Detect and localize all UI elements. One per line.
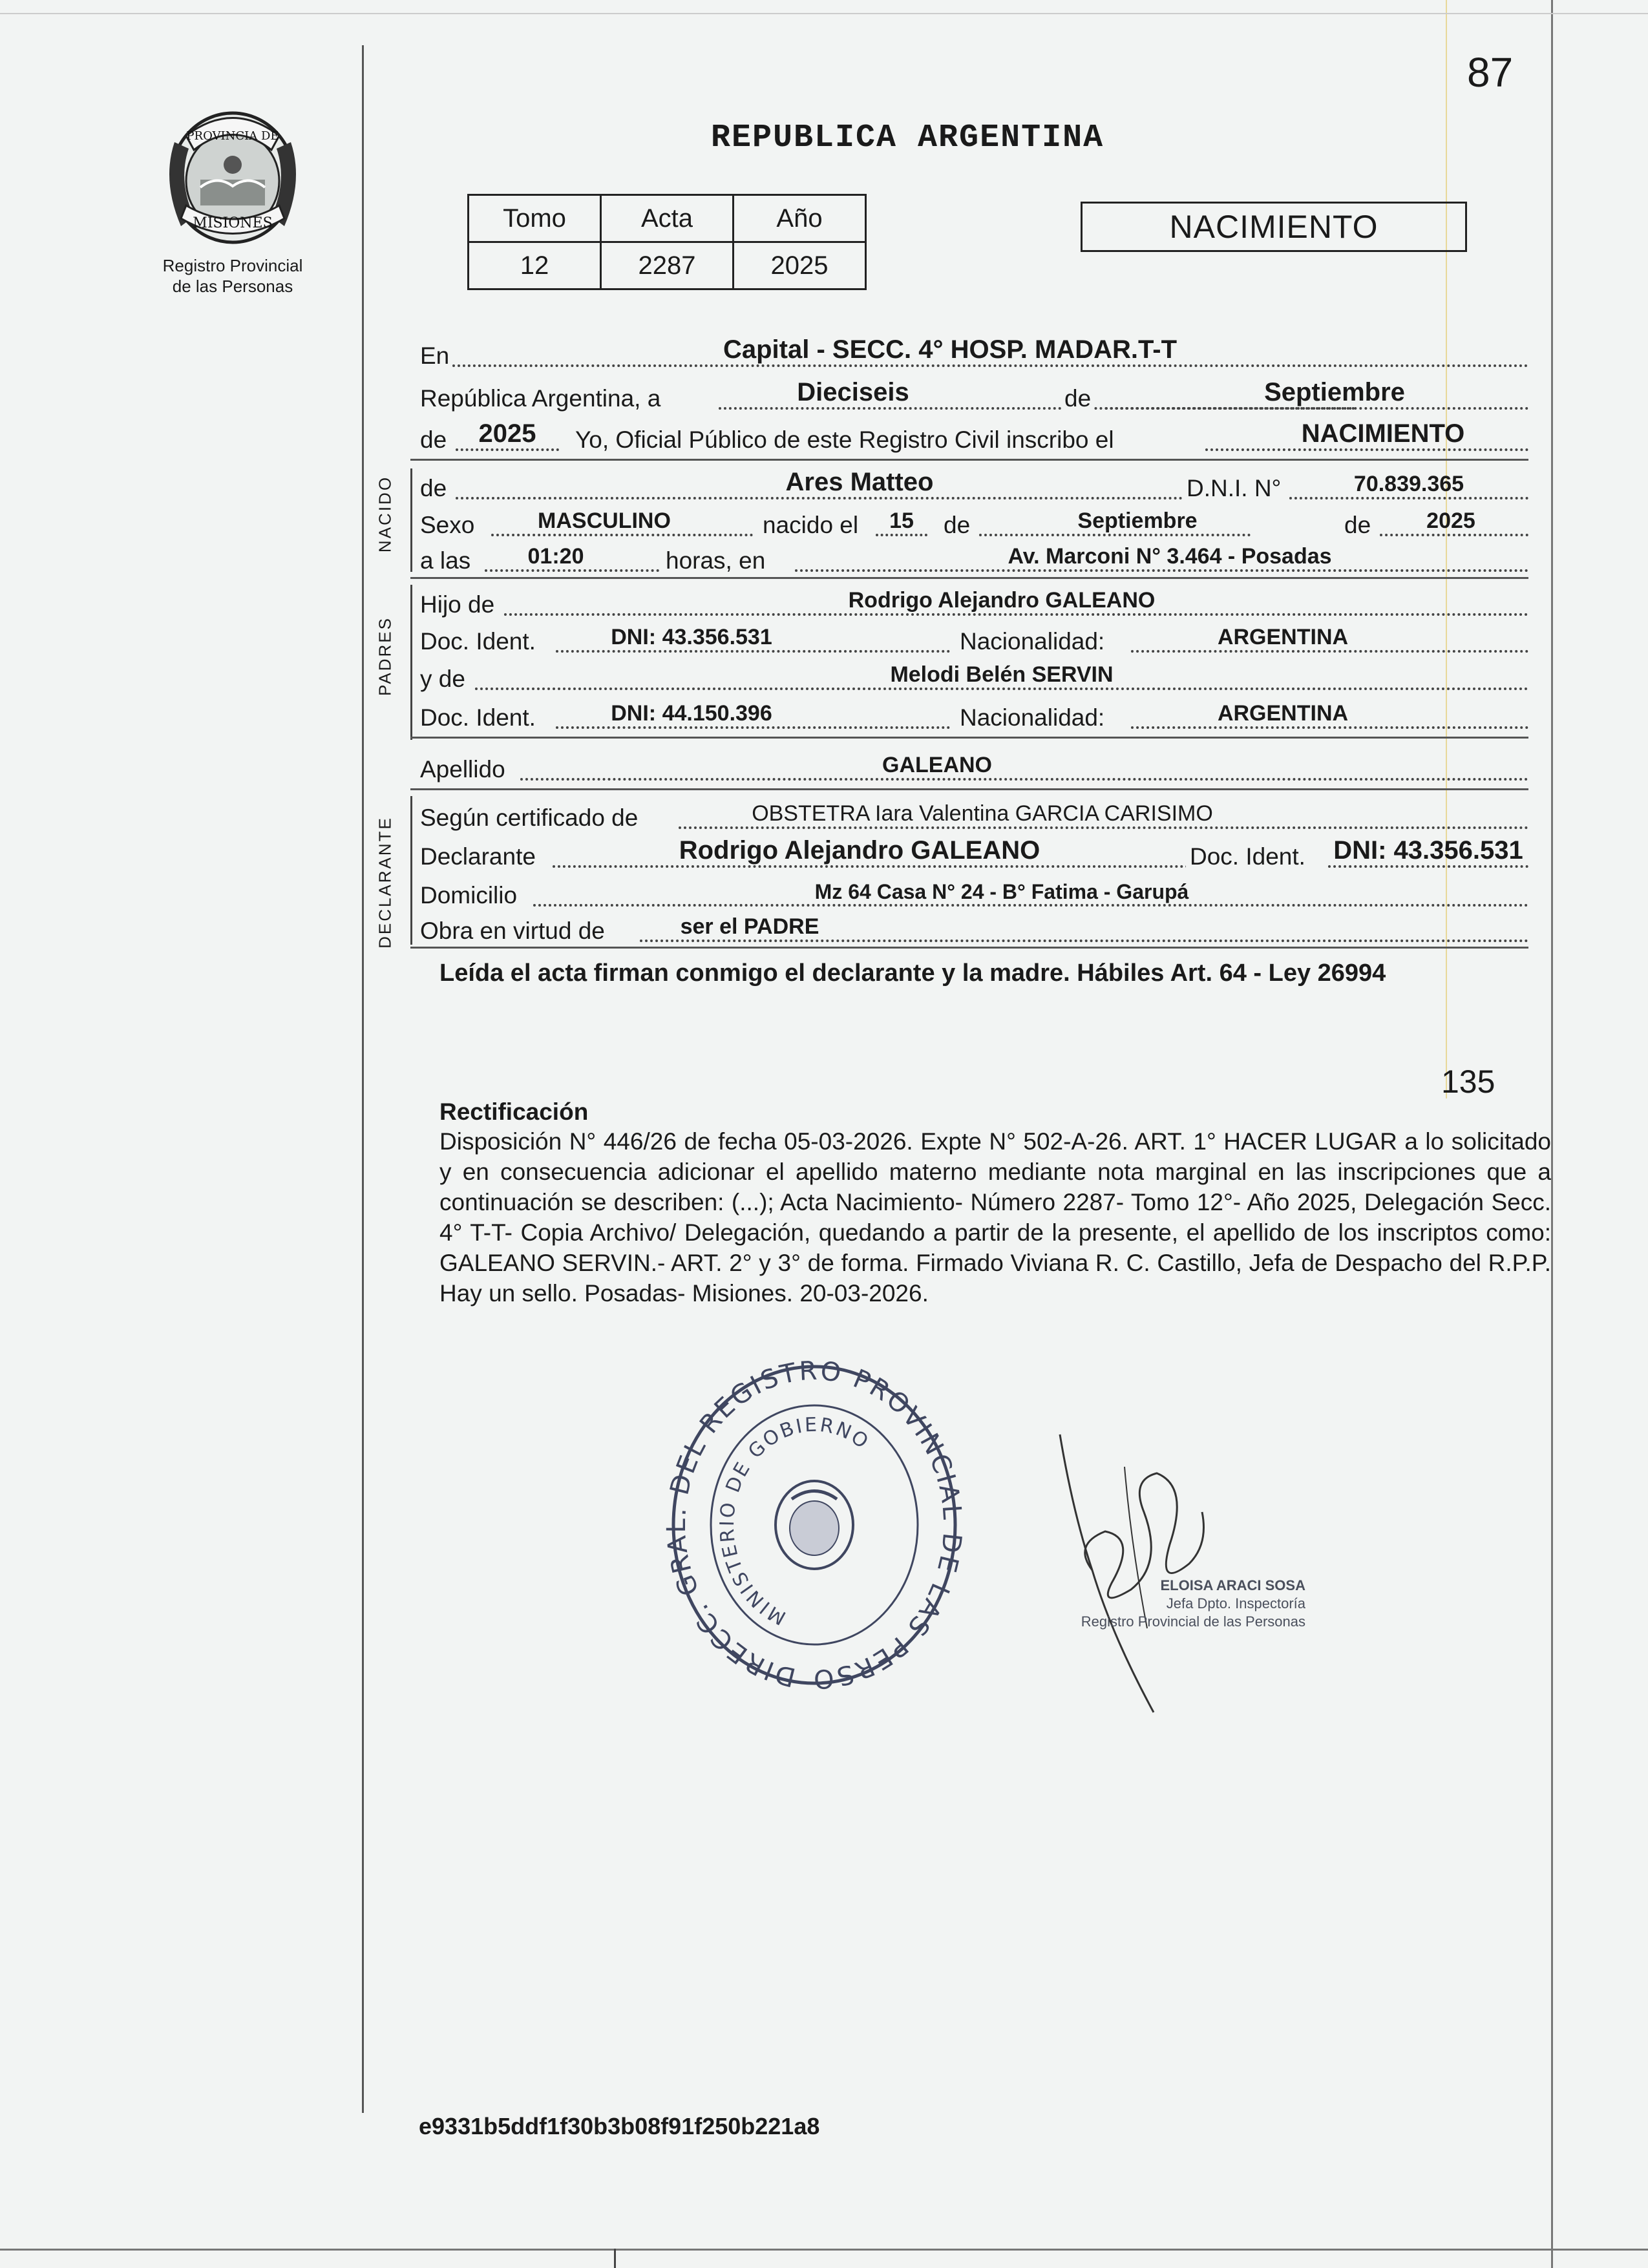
row-oficial (420, 420, 1528, 456)
horas-label: horas, en (666, 547, 766, 574)
svg-text:MISIONES: MISIONES (193, 215, 273, 231)
dots (1105, 407, 1528, 410)
padre-doc: DNI: 43.356.531 (611, 625, 772, 649)
nacido-el-label: nacido el (763, 512, 859, 538)
declarante-bar (410, 796, 412, 945)
en-label: En (420, 342, 450, 369)
row-hijo-de (420, 585, 1528, 621)
madre-nacionalidad-label: Nacionalidad: (960, 704, 1105, 731)
logo-caption-line2: de las Personas (172, 277, 293, 296)
dots (520, 778, 1528, 781)
acta-value: 2287 (601, 242, 734, 289)
a-las-label: a las (420, 547, 471, 574)
dots (876, 534, 927, 536)
handwritten-signature-icon (1034, 1415, 1241, 1719)
row-apellido (420, 750, 1528, 786)
dots (1289, 497, 1528, 499)
dots (979, 534, 1251, 536)
svg-text:MINISTERIO DE GOBIERNO: MINISTERIO DE GOBIERNO (715, 1413, 874, 1630)
nacido-dia: 15 (889, 509, 914, 533)
dots (491, 534, 753, 536)
padre-nombre: Rodrigo Alejandro GALEANO (848, 588, 1156, 613)
separator (410, 947, 1528, 949)
firma-stamp (969, 1577, 1305, 1631)
row-en (420, 336, 1528, 372)
leida-paragraph: Leída el acta firman conmigo el declarante y la madre. Hábiles Art. 64 - Ley 26994 (439, 960, 1386, 987)
top-edge-line (0, 13, 1648, 14)
dots (456, 448, 559, 451)
row-madre-doc (420, 698, 1528, 734)
row-padre-doc (420, 622, 1528, 658)
nacido-bar (410, 468, 412, 572)
tomo-value: 12 (469, 242, 601, 289)
separator (410, 737, 1528, 739)
dots (475, 688, 1528, 690)
dots (556, 726, 950, 729)
dots (1380, 534, 1528, 536)
apellido-label: Apellido (420, 756, 505, 782)
dots (556, 650, 950, 653)
dots (795, 569, 1528, 572)
y-de-label: y de (420, 666, 465, 692)
declarante-section-label: DECLARANTE (375, 816, 395, 949)
sexo-label: Sexo (420, 512, 475, 538)
misiones-coat-of-arms-icon (155, 103, 310, 252)
anio-header: Año (734, 195, 866, 242)
firma-cargo: Jefa Dpto. Inspectoría (1166, 1595, 1305, 1612)
padre-nacionalidad: ARGENTINA (1217, 625, 1349, 649)
certificado-value: OBSTETRA Iara Valentina GARCIA CARISIMO (752, 801, 1213, 826)
oficial-text: Yo, Oficial Público de este Registro Civil inscribo el (575, 426, 1114, 453)
row-nacido-nombre (420, 468, 1528, 505)
separator (410, 459, 1528, 461)
inscribo-value: NACIMIENTO (1301, 419, 1465, 448)
document-title: REPUBLICA ARGENTINA (711, 120, 1104, 156)
apellido-value: GALEANO (882, 753, 992, 777)
dia-value: Dieciseis (797, 378, 909, 406)
nota-numero: 135 (1441, 1064, 1495, 1100)
certificado-label: Según certificado de (420, 804, 639, 831)
declarante-label: Declarante (420, 843, 536, 870)
dots (1328, 865, 1528, 868)
document-hash: e9331b5ddf1f30b3b08f91f250b221a8 (419, 2113, 820, 2139)
logo-caption (136, 255, 330, 297)
nacido-mes: Septiembre (1077, 509, 1198, 533)
nacido-de-label3: de (1344, 512, 1371, 538)
firma-nombre: ELOISA ARACI SOSA (1160, 1577, 1305, 1593)
page-number: 87 (1467, 49, 1514, 96)
separator (410, 577, 1528, 579)
nacido-de-label: de (420, 475, 447, 501)
bottom-line (0, 2249, 1648, 2251)
logo-caption-line1: Registro Provincial (162, 256, 303, 275)
nacido-anio: 2025 (1426, 509, 1475, 533)
row-obra (420, 911, 1528, 947)
madre-doc-label: Doc. Ident. (420, 704, 536, 731)
dni-label: D.N.I. N° (1183, 475, 1285, 502)
acta-header: Acta (601, 195, 734, 242)
padre-doc-label: Doc. Ident. (420, 628, 536, 655)
declarante-doc-label: Doc. Ident. (1186, 843, 1309, 870)
padres-bar (410, 585, 412, 740)
svg-text:DIRECC. GRAL. DEL REGISTRO PRO: DIRECC. GRAL. DEL REGISTRO PROVINCIAL DE LAS PERSO (662, 1360, 967, 1694)
right-margin-line (1551, 0, 1553, 2268)
dots (456, 497, 1209, 499)
nacido-lugar: Av. Marconi N° 3.464 - Posadas (1008, 544, 1332, 569)
nacido-section-label: NACIDO (375, 475, 395, 553)
tomo-header: Tomo (469, 195, 601, 242)
domicilio-value: Mz 64 Casa N° 24 - B° Fatima - Garupá (814, 880, 1189, 903)
dots (640, 940, 1528, 942)
nacido-de-label2: de (944, 512, 971, 538)
declarante-nombre: Rodrigo Alejandro GALEANO (679, 836, 1041, 865)
madre-nombre: Melodi Belén SERVIN (890, 662, 1114, 687)
row-declarante (420, 837, 1528, 873)
de2-label: de (420, 426, 447, 453)
dots (553, 865, 1276, 868)
dots (1205, 448, 1528, 451)
en-value: Capital - SECC. 4° HOSP. MADAR.T-T (723, 335, 1177, 364)
declarante-doc: DNI: 43.356.531 (1333, 836, 1523, 865)
domicilio-label: Domicilio (420, 882, 518, 908)
obra-label: Obra en virtud de (420, 918, 605, 944)
sexo-value: MASCULINO (538, 509, 671, 533)
dots (452, 364, 1528, 367)
rectificacion-body: Disposición N° 446/26 de fecha 05-03-2026. Expte N° 502-A-26. ART. 1° HACER LUGAR a lo solicitado y en consecuencia adicionar el apellido materno mediante nota marginal en las inscripciones que a continuación se describen: (...); Acta Nacimiento- Número 2287- Tomo 12°- Año 2025, Delegación Secc. 4° T-T- Copia Archivo/ Delegación, quedando a partir de la presente, el apellido de los inscriptos como: GALEANO SERVIN.- ART. 2° y 3° de forma. Firmado Viviana R. C. Castillo, Jefa de Despacho del R.P.P. Hay un sello. Posadas- Misiones. 20-03-2026. (439, 1128, 1551, 1307)
svg-text:PROVINCIA DE: PROVINCIA DE (186, 129, 279, 143)
republica-label: República Argentina, a (420, 385, 661, 412)
nacido-nombre: Ares Matteo (785, 468, 934, 496)
left-margin-line (362, 45, 364, 2113)
row-y-de (420, 659, 1528, 695)
dots (485, 569, 659, 572)
bottom-tick (614, 2249, 616, 2268)
row-certificado (420, 798, 1528, 834)
dots (679, 826, 1528, 829)
tipo-acta-box: NACIMIENTO (1081, 202, 1467, 252)
dots (1131, 650, 1528, 653)
acta-table (467, 194, 867, 290)
dots (533, 904, 1528, 907)
row-sexo (420, 505, 1528, 541)
madre-nacionalidad: ARGENTINA (1217, 701, 1349, 726)
row-republica (420, 379, 1528, 415)
madre-doc: DNI: 44.150.396 (611, 701, 772, 726)
nacido-dni: 70.839.365 (1353, 472, 1464, 496)
padres-section-label: PADRES (375, 616, 395, 696)
rectificacion-title: Rectificación (439, 1098, 589, 1125)
firma-organismo: Registro Provincial de las Personas (1081, 1613, 1305, 1630)
registro-seal-icon (659, 1360, 969, 1709)
anio-value: 2025 (734, 242, 866, 289)
row-domicilio (420, 876, 1528, 912)
padre-nacionalidad-label: Nacionalidad: (960, 628, 1105, 655)
anio-lugar-value: 2025 (478, 419, 536, 448)
dots (504, 613, 1528, 616)
official-seal (659, 1360, 969, 1709)
nacido-hora: 01:20 (527, 544, 584, 569)
dots (1131, 726, 1528, 729)
separator (410, 788, 1528, 790)
signature (1034, 1415, 1241, 1719)
row-hora (420, 541, 1528, 577)
de-label: de (1062, 385, 1093, 412)
mes-value: Septiembre (1264, 378, 1405, 406)
obra-value: ser el PADRE (680, 914, 819, 939)
hijo-de-label: Hijo de (420, 591, 495, 618)
province-logo (155, 103, 310, 252)
